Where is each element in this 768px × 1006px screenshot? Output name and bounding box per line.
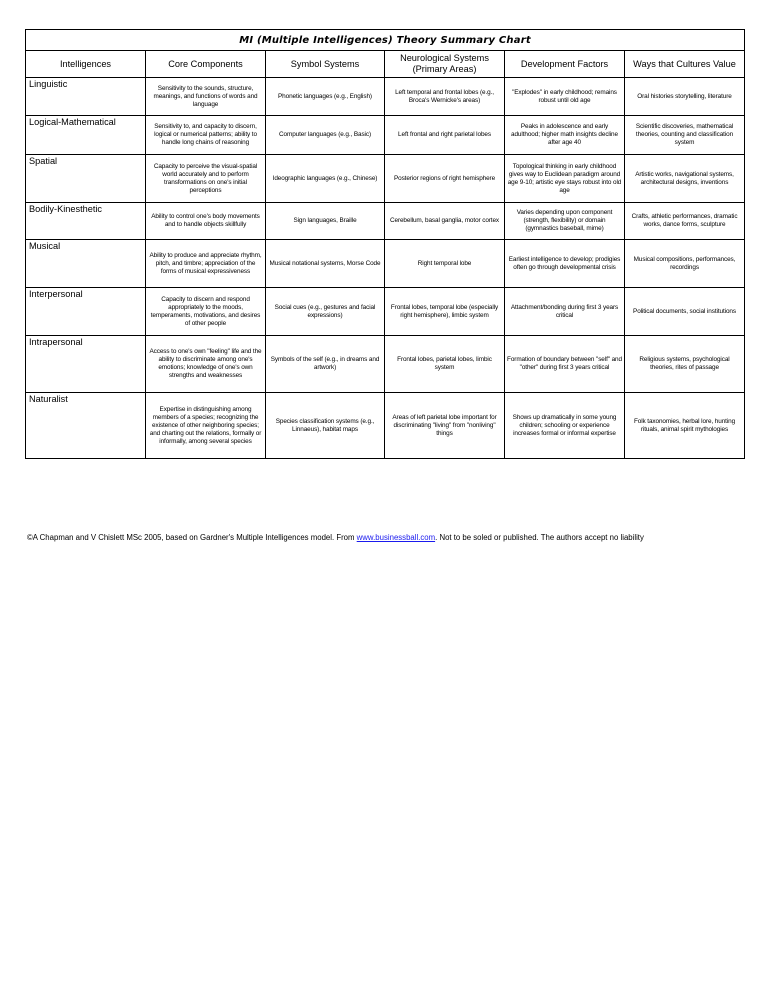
- header-intelligences: Intelligences: [26, 51, 146, 78]
- neurological-systems-cell: Left temporal and frontal lobes (e.g., Broca's Wernicke's areas): [385, 78, 505, 116]
- development-factors-cell: Varies depending upon component (strength, flexibility) or domain (gymnastics baseball, mime): [505, 203, 625, 240]
- culture-value-cell: Artistic works, navigational systems, architectural designs, inventions: [625, 155, 745, 203]
- core-components-cell: Capacity to discern and respond appropriately to the moods, temperaments, motivations, and desires of other people: [146, 288, 266, 336]
- table-title: MI (Multiple Intelligences) Theory Summary Chart: [26, 30, 745, 51]
- core-components-cell: Access to one's own "feeling" life and the ability to discriminate among one's emotions; knowledge of one's own strengths and weaknesses: [146, 336, 266, 393]
- intelligence-name: Spatial: [26, 155, 146, 203]
- culture-value-cell: Musical compositions, performances, recordings: [625, 240, 745, 288]
- header-culture-value: Ways that Cultures Value: [625, 51, 745, 78]
- header-symbol-systems: Symbol Systems: [266, 51, 385, 78]
- core-components-cell: Sensitivity to, and capacity to discern, logical or numerical patterns; ability to handle long chains of reasoning: [146, 116, 266, 155]
- intelligence-name: Interpersonal: [26, 288, 146, 336]
- table-row: [26, 203, 745, 240]
- title-row: [26, 30, 745, 51]
- neurological-systems-cell: Cerebellum, basal ganglia, motor cortex: [385, 203, 505, 240]
- symbol-systems-cell: Computer languages (e.g., Basic): [266, 116, 385, 155]
- intelligence-name: Linguistic: [26, 78, 146, 116]
- core-components-cell: Expertise in distinguishing among members of a species; recognizing the existence of other neighboring species; and charting out the relations, formally or informally, among several species: [146, 393, 266, 459]
- header-core-components: Core Components: [146, 51, 266, 78]
- intelligence-name: Logical-Mathematical: [26, 116, 146, 155]
- culture-value-cell: Folk taxonomies, herbal lore, hunting rituals, animal spirit mythologies: [625, 393, 745, 459]
- table-row: [26, 78, 745, 116]
- culture-value-cell: Political documents, social institutions: [625, 288, 745, 336]
- symbol-systems-cell: Symbols of the self (e.g., in dreams and artwork): [266, 336, 385, 393]
- businessballs-link[interactable]: www.businessball.com: [356, 533, 436, 542]
- core-components-cell: Sensitivity to the sounds, structure, meanings, and functions of words and language: [146, 78, 266, 116]
- development-factors-cell: "Explodes" in early childhood; remains robust until old age: [505, 78, 625, 116]
- culture-value-cell: Religious systems, psychological theories, rites of passage: [625, 336, 745, 393]
- table-row: [26, 336, 745, 393]
- development-factors-cell: Attachment/bonding during first 3 years critical: [505, 288, 625, 336]
- intelligence-name: Musical: [26, 240, 146, 288]
- neurological-systems-cell: Areas of left parietal lobe important for discriminating "living" from "nonliving" things: [385, 393, 505, 459]
- core-components-cell: Ability to control one's body movements and to handle objects skillfully: [146, 203, 266, 240]
- neurological-systems-cell: Left frontal and right parietal lobes: [385, 116, 505, 155]
- table-row: [26, 393, 745, 459]
- culture-value-cell: Oral histories storytelling, literature: [625, 78, 745, 116]
- neurological-systems-cell: Frontal lobes, parietal lobes, limbic system: [385, 336, 505, 393]
- development-factors-cell: Earliest intelligence to develop; prodigies often go through developmental crisis: [505, 240, 625, 288]
- development-factors-cell: Topological thinking in early childhood gives way to Euclidean paradigm around age 9-10; artistic eye stays robust into old age: [505, 155, 625, 203]
- table-row: [26, 116, 745, 155]
- header-row: [26, 51, 745, 78]
- symbol-systems-cell: Phonetic languages (e.g., English): [266, 78, 385, 116]
- symbol-systems-cell: Musical notational systems, Morse Code: [266, 240, 385, 288]
- symbol-systems-cell: Social cues (e.g., gestures and facial expressions): [266, 288, 385, 336]
- core-components-cell: Ability to produce and appreciate rhythm, pitch, and timbre; appreciation of the forms of musical expressiveness: [146, 240, 266, 288]
- development-factors-cell: Peaks in adolescence and early adulthood; higher math insights decline after age 40: [505, 116, 625, 155]
- core-components-cell: Capacity to perceive the visual-spatial world accurately and to perform transformations on one's initial perceptions: [146, 155, 266, 203]
- copyright-footer: [27, 532, 741, 543]
- neurological-systems-cell: Right temporal lobe: [385, 240, 505, 288]
- table-row: [26, 288, 745, 336]
- neurological-systems-cell: Frontal lobes, temporal lobe (especially right hemisphere), limbic system: [385, 288, 505, 336]
- culture-value-cell: Scientific discoveries, mathematical theories, counting and classification system: [625, 116, 745, 155]
- footer-text-prefix: ©A Chapman and V Chislett MSc 2005, based on Gardner's Multiple Intelligences model. From: [27, 533, 357, 542]
- symbol-systems-cell: Sign languages, Braille: [266, 203, 385, 240]
- header-development-factors: Development Factors: [505, 51, 625, 78]
- footer-text-suffix: . Not to be soled or published. The authors accept no liability: [435, 533, 644, 542]
- table-row: [26, 155, 745, 203]
- development-factors-cell: Formation of boundary between "self" and "other" during first 3 years critical: [505, 336, 625, 393]
- mi-summary-table: [25, 29, 745, 459]
- intelligence-name: Naturalist: [26, 393, 146, 459]
- neurological-systems-cell: Posterior regions of right hemisphere: [385, 155, 505, 203]
- symbol-systems-cell: Ideographic languages (e.g., Chinese): [266, 155, 385, 203]
- intelligence-name: Intrapersonal: [26, 336, 146, 393]
- header-neurological-systems: Neurological Systems (Primary Areas): [385, 51, 505, 78]
- culture-value-cell: Crafts, athletic performances, dramatic works, dance forms, sculpture: [625, 203, 745, 240]
- development-factors-cell: Shows up dramatically in some young children; schooling or experience increases formal or informal expertise: [505, 393, 625, 459]
- intelligence-name: Bodily-Kinesthetic: [26, 203, 146, 240]
- table-row: [26, 240, 745, 288]
- symbol-systems-cell: Species classification systems (e.g., Linnaeus), habitat maps: [266, 393, 385, 459]
